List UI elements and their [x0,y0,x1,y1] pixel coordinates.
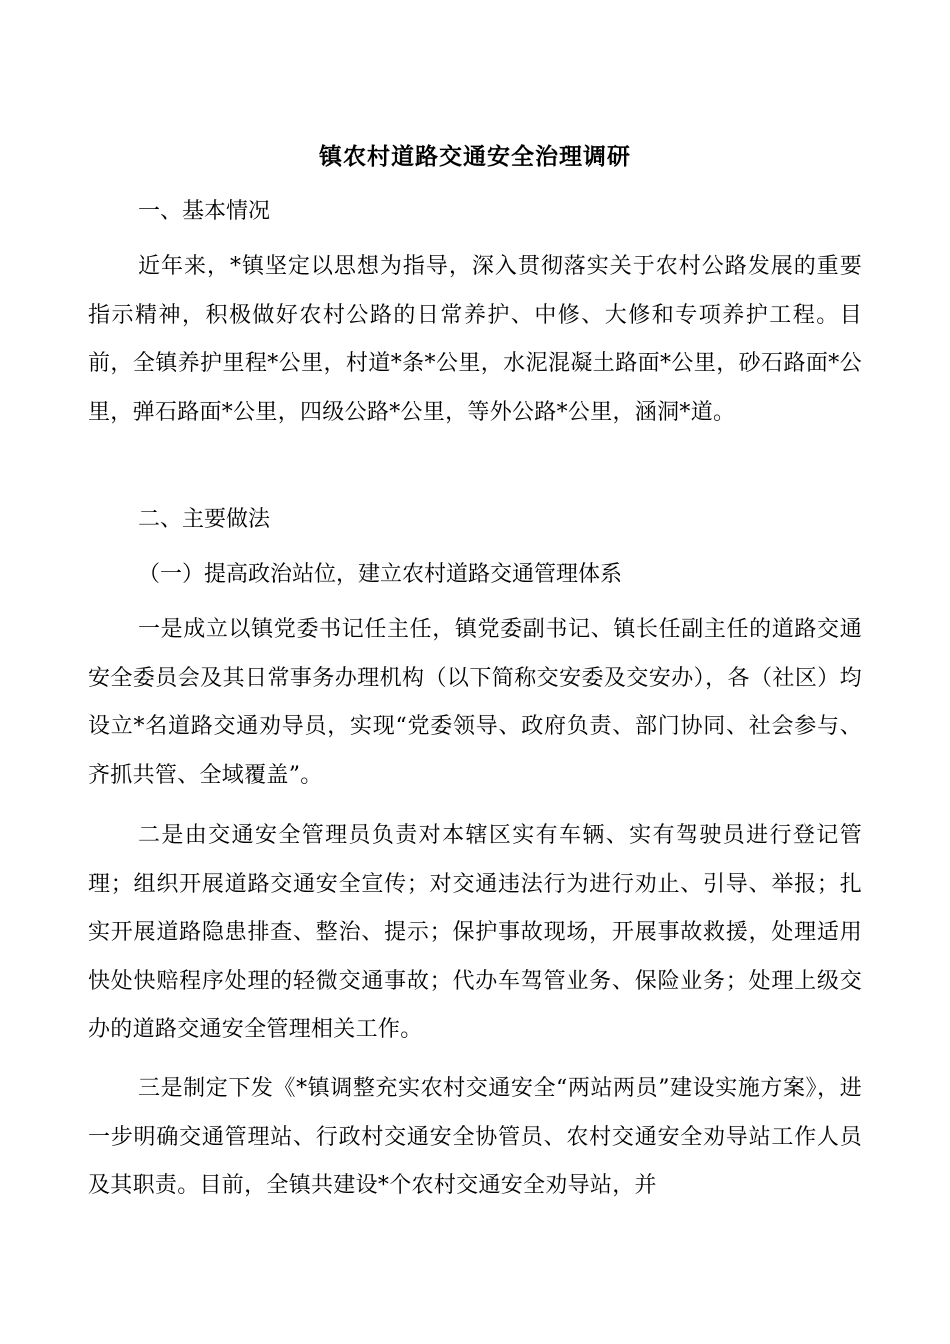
paragraph-third-measure: 三是制定下发《*镇调整充实农村交通安全“两站两员”建设实施方案》，进一步明确交通管理站、行政村交通安全协管员、农村交通安全劝导站工作人员及其职责。目前，全镇共建设*个农村交通安全劝导站，并 [88,1076,862,1199]
section-heading-basic-situation: 一、基本情况 [138,199,271,224]
subsection-heading-political-stance: （一）提高政治站位，建立农村道路交通管理体系 [138,562,623,587]
document-title: 镇农村道路交通安全治理调研 [319,143,631,170]
section-heading-main-practices: 二、主要做法 [138,507,271,532]
paragraph-first-measure: 一是成立以镇党委书记任主任，镇党委副书记、镇长任副主任的道路交通安全委员会及其日常事务办理机构（以下简称交安委及交安办），各（社区）均设立*名道路交通劝导员，实现“党委领导、政府负责、部门协同、社会参与、齐抓共管、全域覆盖”。 [88,617,862,788]
paragraph-basic-situation: 近年来，*镇坚定以思想为指导，深入贯彻落实关于农村公路发展的重要指示精神，积极做好农村公路的日常养护、中修、大修和专项养护工程。目前，全镇养护里程*公里，村道*条*公里，水泥混凝土路面*公里，砂石路面*公里，弹石路面*公里，四级公路*公里，等外公路*公里，涵洞*道。 [88,254,862,425]
paragraph-second-measure: 二是由交通安全管理员负责对本辖区实有车辆、实有驾驶员进行登记管理；组织开展道路交通安全宣传；对交通违法行为进行劝止、引导、举报；扎实开展道路隐患排查、整治、提示；保护事故现场，开展事故救援，处理适用快处快赔程序处理的轻微交通事故；代办车驾管业务、保险业务；处理上级交办的道路交通安全管理相关工作。 [88,823,862,1043]
